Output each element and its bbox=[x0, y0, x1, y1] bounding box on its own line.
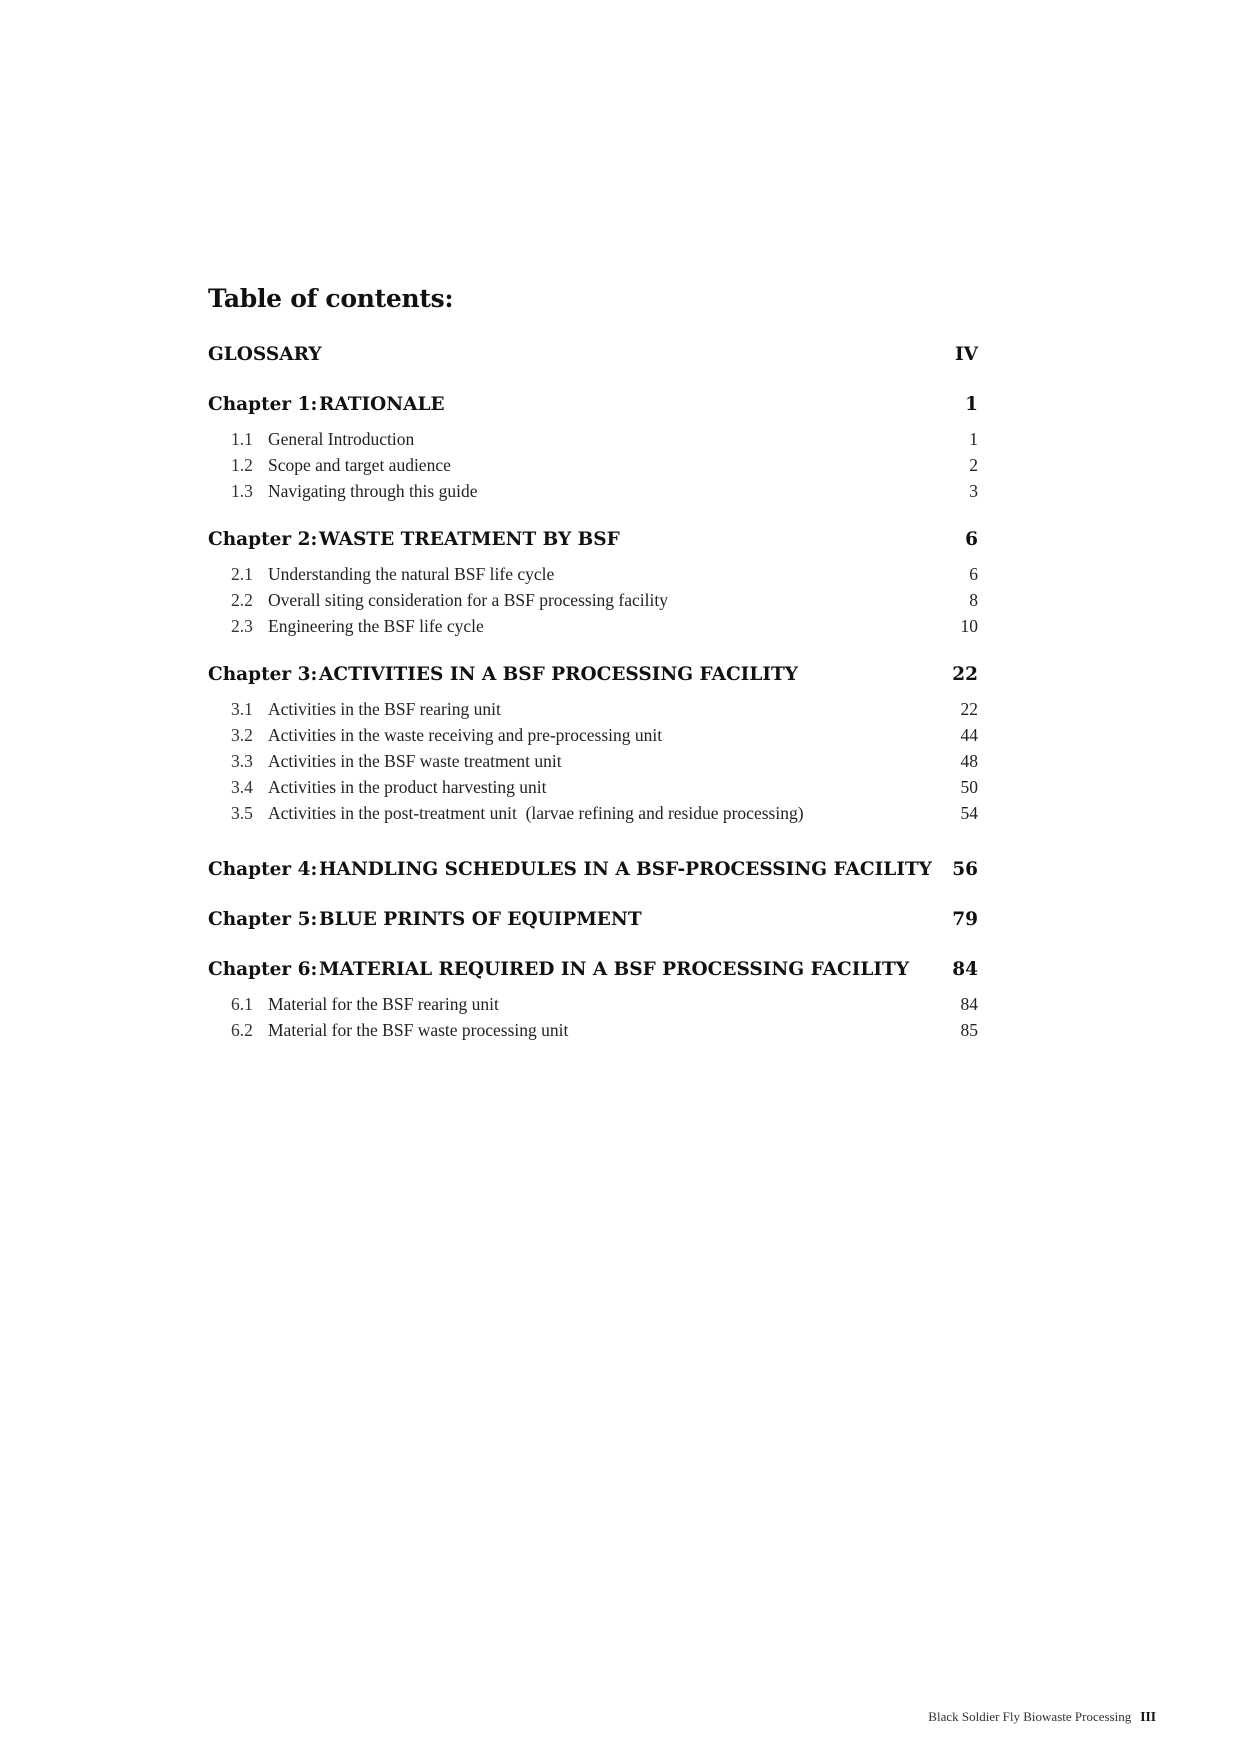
toc-entry-chapter-5[interactable] bbox=[208, 907, 978, 933]
chapter-title: HANDLING SCHEDULES IN A BSF-PROCESSING FACILITY bbox=[319, 859, 932, 880]
section-title: Material for the BSF rearing unit bbox=[268, 994, 499, 1014]
section-number: 1.1 bbox=[231, 429, 253, 449]
toc-entry-section-6-1[interactable] bbox=[208, 991, 978, 1017]
section-number: 1.3 bbox=[231, 481, 253, 501]
section-title: Material for the BSF waste processing unit bbox=[268, 1020, 569, 1040]
chapter-label: Chapter 3: bbox=[208, 664, 318, 685]
section-page: 85 bbox=[960, 1020, 978, 1040]
section-number: 2.3 bbox=[231, 616, 253, 636]
section-title: Activities in the BSF rearing unit bbox=[268, 699, 501, 719]
chapter-title: WASTE TREATMENT BY BSF bbox=[319, 529, 620, 550]
toc-entry-section-2-2[interactable] bbox=[208, 587, 978, 613]
section-number: 1.2 bbox=[231, 455, 253, 475]
toc-title: Table of contents: bbox=[208, 284, 454, 313]
toc-entry-section-2-3[interactable] bbox=[208, 613, 978, 639]
section-page: 50 bbox=[960, 777, 978, 797]
chapter-page: 56 bbox=[952, 859, 978, 880]
section-title: General Introduction bbox=[268, 429, 415, 449]
chapter-label: Chapter 4: bbox=[208, 859, 318, 880]
section-page: 84 bbox=[960, 994, 978, 1014]
chapter-page: 1 bbox=[965, 394, 978, 415]
section-title: Navigating through this guide bbox=[268, 481, 478, 501]
chapter-page: 6 bbox=[965, 529, 978, 550]
section-number: 3.1 bbox=[231, 699, 253, 719]
section-title: Understanding the natural BSF life cycle bbox=[268, 564, 555, 584]
page-footer bbox=[928, 1709, 1156, 1725]
toc-entry-chapter-1[interactable] bbox=[208, 392, 978, 418]
section-page: 3 bbox=[969, 481, 978, 501]
glossary-page: IV bbox=[954, 344, 978, 365]
chapter-page: 84 bbox=[952, 959, 978, 980]
table-of-contents bbox=[208, 342, 978, 1043]
toc-entry-section-3-4[interactable] bbox=[208, 774, 978, 800]
section-title: Activities in the product harvesting unit bbox=[268, 777, 547, 797]
section-number: 6.1 bbox=[231, 994, 253, 1014]
section-page: 44 bbox=[960, 725, 978, 745]
section-title: Engineering the BSF life cycle bbox=[268, 616, 484, 636]
toc-entry-section-2-1[interactable] bbox=[208, 561, 978, 587]
chapter-title: ACTIVITIES IN A BSF PROCESSING FACILITY bbox=[319, 664, 798, 685]
section-number: 3.2 bbox=[231, 725, 253, 745]
chapter-label: Chapter 2: bbox=[208, 529, 318, 550]
section-page: 2 bbox=[969, 455, 978, 475]
page-number: III bbox=[1140, 1709, 1156, 1724]
toc-entry-section-3-3[interactable] bbox=[208, 748, 978, 774]
section-title: Overall siting consideration for a BSF processing facility bbox=[268, 590, 668, 610]
chapter-label: Chapter 1: bbox=[208, 394, 318, 415]
chapter-page: 22 bbox=[952, 664, 978, 685]
section-page: 8 bbox=[969, 590, 978, 610]
section-page: 1 bbox=[969, 429, 978, 449]
toc-entry-chapter-6[interactable] bbox=[208, 957, 978, 983]
section-title: Scope and target audience bbox=[268, 455, 451, 475]
section-title: Activities in the BSF waste treatment unit bbox=[268, 751, 562, 771]
toc-entry-glossary[interactable] bbox=[208, 342, 978, 368]
section-page: 54 bbox=[960, 803, 978, 823]
glossary-label: GLOSSARY bbox=[208, 344, 322, 365]
section-number: 3.5 bbox=[231, 803, 253, 823]
chapter-page: 79 bbox=[952, 909, 978, 930]
section-number: 3.4 bbox=[231, 777, 253, 797]
chapter-label: Chapter 5: bbox=[208, 909, 318, 930]
footer-text: Black Soldier Fly Biowaste Processing bbox=[928, 1709, 1132, 1724]
toc-entry-section-6-2[interactable] bbox=[208, 1017, 978, 1043]
toc-entry-section-3-1[interactable] bbox=[208, 696, 978, 722]
chapter-title: BLUE PRINTS OF EQUIPMENT bbox=[319, 909, 642, 930]
section-number: 6.2 bbox=[231, 1020, 253, 1040]
section-title: Activities in the post-treatment unit (larvae refining and residue processing) bbox=[268, 803, 804, 823]
chapter-title: RATIONALE bbox=[319, 394, 445, 415]
chapter-label: Chapter 6: bbox=[208, 959, 318, 980]
section-page: 10 bbox=[960, 616, 978, 636]
section-page: 48 bbox=[960, 751, 978, 771]
toc-entry-section-1-3[interactable] bbox=[208, 478, 978, 504]
chapter-title: MATERIAL REQUIRED IN A BSF PROCESSING FACILITY bbox=[319, 959, 909, 980]
section-page: 6 bbox=[969, 564, 978, 584]
toc-entry-chapter-4[interactable] bbox=[208, 857, 978, 883]
toc-entry-section-3-2[interactable] bbox=[208, 722, 978, 748]
section-title: Activities in the waste receiving and pre-processing unit bbox=[268, 725, 663, 745]
toc-entry-chapter-2[interactable] bbox=[208, 527, 978, 553]
toc-entry-section-3-5[interactable] bbox=[208, 800, 978, 826]
toc-entry-section-1-2[interactable] bbox=[208, 452, 978, 478]
toc-entry-section-1-1[interactable] bbox=[208, 426, 978, 452]
section-number: 2.1 bbox=[231, 564, 253, 584]
toc-entry-chapter-3[interactable] bbox=[208, 662, 978, 688]
section-number: 3.3 bbox=[231, 751, 253, 771]
section-number: 2.2 bbox=[231, 590, 253, 610]
section-page: 22 bbox=[960, 699, 978, 719]
